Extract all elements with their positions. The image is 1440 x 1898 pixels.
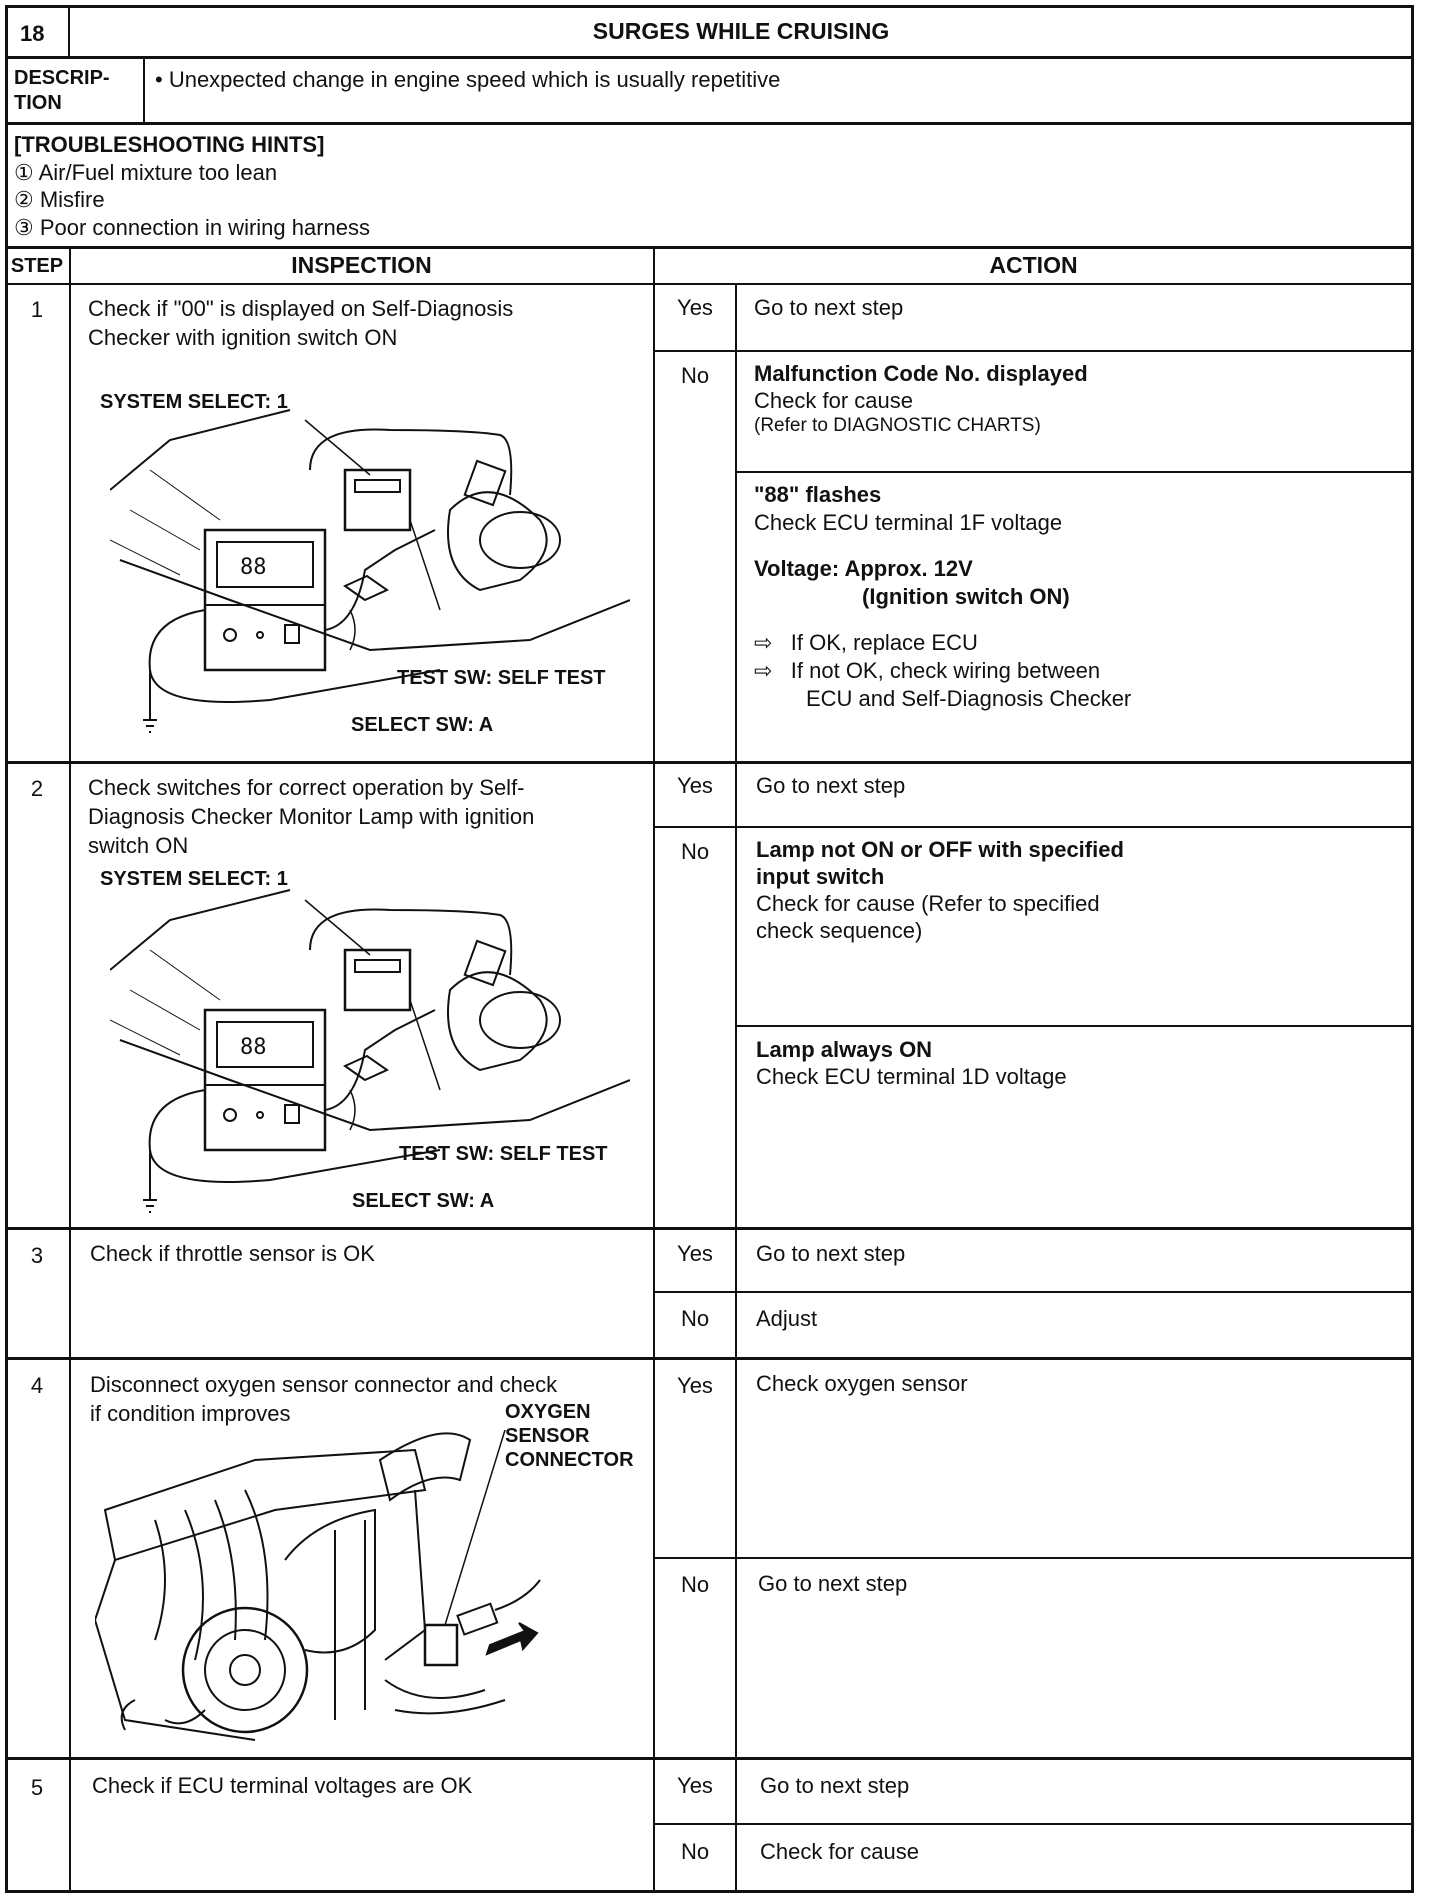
select-switch-label: SELECT SW: A — [352, 1190, 495, 1212]
test-switch-label: TEST SW: SELF TEST — [399, 1143, 608, 1165]
inspection-text: Check if throttle sensor is OK — [90, 1241, 375, 1266]
answer-no: No — [680, 1306, 710, 1331]
action-text: Go to next step — [756, 1241, 906, 1266]
action-text: Lamp not ON or OFF with specified input switch Check for cause (Refer to specified check sequence) — [756, 837, 1124, 943]
action-text: Go to next step — [754, 295, 904, 320]
action-text: "88" flashes Check ECU terminal 1F voltage Voltage: Approx. 12V (Ignition switch ON) ⇨ If OK, replace ECU ⇨ If not OK, check wiring between ECU and Self-Diagnosis Checker — [754, 482, 1132, 711]
test-switch-label: TEST SW: SELF TEST — [397, 667, 606, 689]
oxygen-sensor-connector-label: OXYGEN SENSOR CONNECTOR — [505, 1401, 634, 1471]
answer-no: No — [680, 363, 710, 388]
inspection-text: Check switches for correct operation by Self- Diagnosis Checker Monitor Lamp with ignition switch ON — [88, 775, 535, 858]
checker-hookup-illustration — [110, 880, 630, 1220]
action-text: Go to next step — [758, 1571, 908, 1596]
system-select-label: SYSTEM SELECT: 1 — [100, 391, 288, 413]
step-number: 5 — [30, 1775, 44, 1800]
step-number: 1 — [30, 297, 44, 322]
inspection-text: Check if "00" is displayed on Self-Diagnosis Checker with ignition switch ON — [88, 296, 514, 350]
column-header-action: ACTION — [989, 252, 1078, 278]
arrow-icon: ⇨ — [754, 658, 773, 683]
engine-oxygen-sensor-illustration — [95, 1430, 565, 1745]
answer-yes: Yes — [677, 1373, 713, 1398]
action-text: Check for cause — [760, 1839, 919, 1864]
action-text: Go to next step — [760, 1773, 910, 1798]
answer-no: No — [680, 839, 710, 864]
answer-yes: Yes — [677, 295, 713, 320]
step-number: 4 — [30, 1373, 44, 1398]
action-text: Adjust — [756, 1306, 818, 1331]
troubleshooting-hints — [14, 131, 370, 241]
description-label: DESCRIP- TION — [14, 67, 110, 114]
svg-text:88: 88 — [240, 1035, 267, 1060]
hint-item: ① Air/Fuel mixture too lean — [14, 159, 278, 185]
hints-heading: [TROUBLESHOOTING HINTS] — [14, 132, 325, 157]
action-text: Go to next step — [756, 773, 906, 798]
column-header-step: STEP — [10, 255, 64, 277]
hint-item: ② Misfire — [14, 187, 105, 212]
svg-text:88: 88 — [240, 555, 267, 580]
hint-item: ③ Poor connection in wiring harness — [14, 214, 371, 240]
step-number: 3 — [30, 1243, 44, 1268]
system-select-label: SYSTEM SELECT: 1 — [100, 868, 288, 890]
page-title: SURGES WHILE CRUISING — [592, 18, 890, 44]
answer-no: No — [680, 1572, 710, 1597]
answer-yes: Yes — [677, 1241, 713, 1266]
answer-yes: Yes — [677, 773, 713, 798]
column-header-inspection: INSPECTION — [291, 252, 432, 278]
inspection-text: Disconnect oxygen sensor connector and check if condition improves — [90, 1372, 558, 1426]
select-switch-label: SELECT SW: A — [351, 714, 494, 736]
inspection-text: Check if ECU terminal voltages are OK — [92, 1773, 473, 1798]
description-text: • Unexpected change in engine speed which is usually repetitive — [155, 67, 781, 92]
action-text: Check oxygen sensor — [756, 1371, 968, 1396]
answer-no: No — [680, 1839, 710, 1864]
action-text: Lamp always ON Check ECU terminal 1D voltage — [756, 1037, 1067, 1089]
action-text: Malfunction Code No. displayed Check for cause (Refer to DIAGNOSTIC CHARTS) — [754, 361, 1088, 436]
arrow-icon: ⇨ — [754, 630, 773, 655]
step-number: 2 — [30, 776, 44, 801]
answer-yes: Yes — [677, 1773, 713, 1798]
section-number: 18 — [20, 21, 45, 46]
